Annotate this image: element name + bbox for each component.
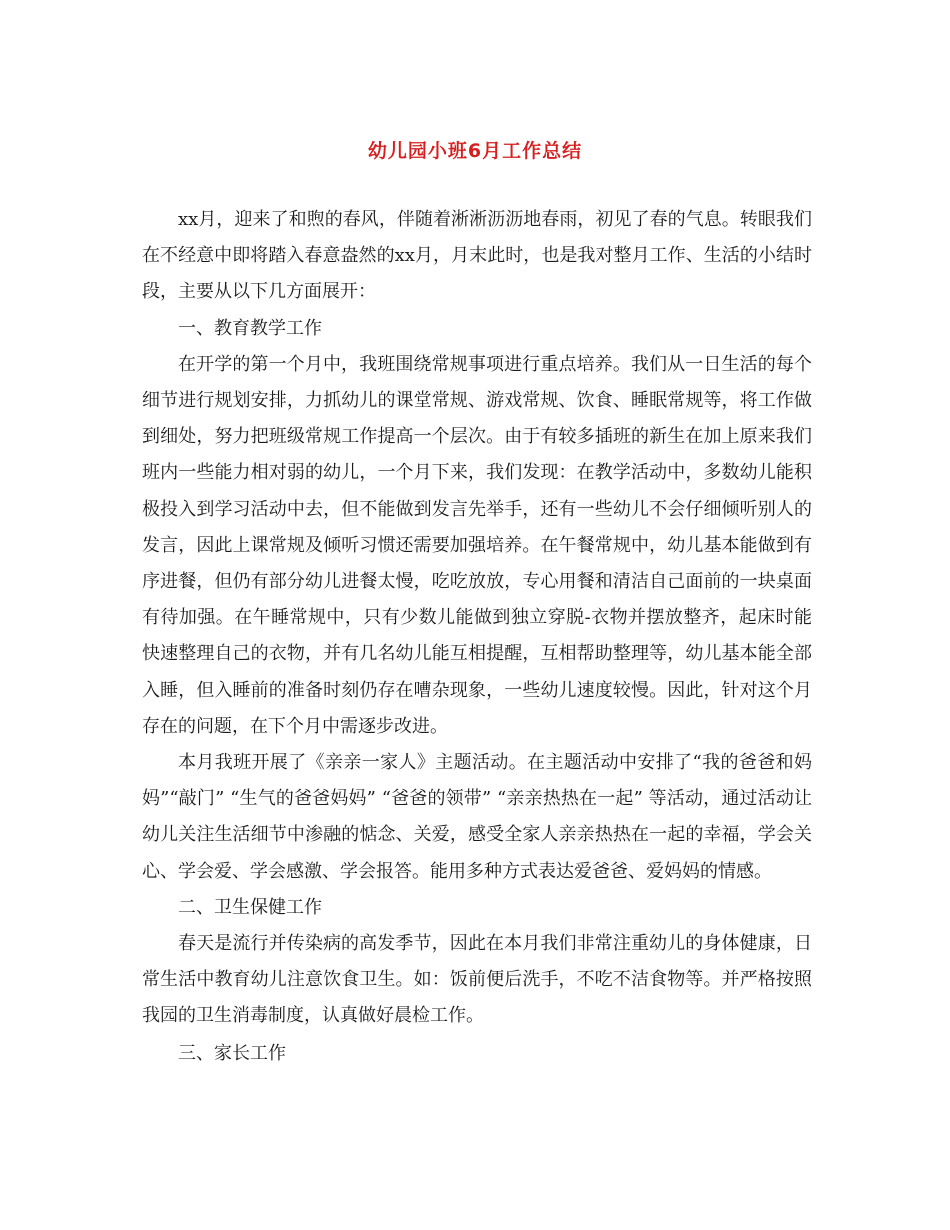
teaching-paragraph: 在开学的第一个月中，我班围绕常规事项进行重点培养。我们从一日生活的每个细节进行规划安排，力抓幼儿的课堂常规、游戏常规、饮食、睡眠常规等，将工作做到细处，努力把班级常规工作提高一个层次。由于有较多插班的新生在加上原来我们班内一些能力相对弱的幼儿，一个月下来，我们发现：在教学活动中，多数幼儿能积极投入到学习活动中去，但不能做到发言先举手，还有一些幼儿不会仔细倾听别人的发言，因此上课常规及倾听习惯还需要加强培养。在午餐常规中，幼儿基本能做到有序进餐，但仍有部分幼儿进餐太慢，吃吃放放，专心用餐和清洁自己面前的一块桌面有待加强。在午睡常规中，只有少数儿能做到独立穿脱-衣物并摆放整齐，起床时能快速整理自己的衣物，并有几名幼儿能互相提醒，互相帮助整理等，幼儿基本能全部入睡，但入睡前的准备时刻仍存在嘈杂现象，一些幼儿速度较慢。因此，针对这个月存在的问题，在下个月中需逐步改进。 (142, 353, 812, 737)
section-heading-parents: 三、家长工作 (178, 1042, 286, 1064)
section-heading-health: 二、卫生保健工作 (178, 896, 322, 918)
intro-paragraph: xx月，迎来了和煦的春风，伴随着淅淅沥沥地春雨，初见了春的气息。转眼我们在不经意中即将踏入春意盎然的xx月，月末此时，也是我对整月工作、生活的小结时段，主要从以下几方面展开： (142, 209, 812, 303)
health-paragraph: 春天是流行并传染病的高发季节，因此在本月我们非常注重幼儿的身体健康，日常生活中教育幼儿注意饮食卫生。如：饭前便后洗手，不吃不洁食物等。并严格按照我园的卫生消毒制度，认真做好晨检工作。 (142, 933, 812, 1027)
document-title: 幼儿园小班6月工作总结 (367, 140, 583, 162)
document-body (142, 202, 812, 1072)
theme-activity-paragraph: 本月我班开展了《亲亲一家人》主题活动。在主题活动中安排了“我的爸爸和妈妈”“敲门” “生气的爸爸妈妈” “爸爸的领带” “亲亲热热在一起” 等活动，通过活动让幼儿关注生活细节中渗融的惦念、关爱，感受全家人亲亲热热在一起的幸福，学会关心、学会爱、学会感激、学会报答。能用多种方式表达爱爸爸、爱妈妈的情感。 (142, 752, 812, 882)
section-heading-teaching: 一、教育教学工作 (178, 317, 322, 339)
